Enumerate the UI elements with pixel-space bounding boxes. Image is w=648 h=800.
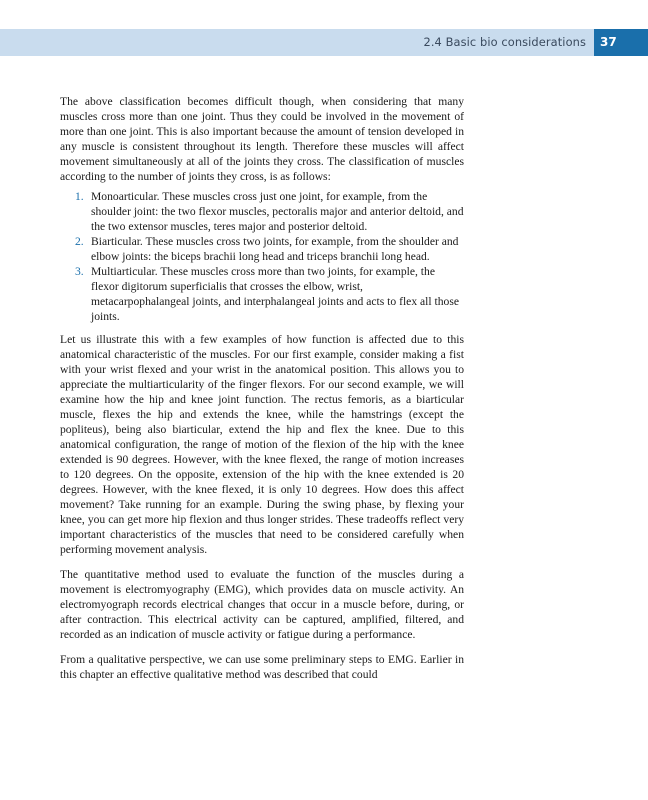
list-item-multiarticular (75, 264, 464, 324)
page-number: 37 (600, 35, 617, 49)
emg-paragraph: The quantitative method used to evaluate the function of the muscles during a movement is electromyography (EMG), which provides data on muscle activity. An electromyograph records electrical changes that occur in a muscle before, during, or after contraction. This electrical activity can be captured, amplified, filtered, and recorded as an indication of muscle activity or fatigue during a performance. (60, 568, 464, 641)
examples-paragraph: Let us illustrate this with a few examples of how function is affected due to this anatomical characteristic of the muscles. For our first example, consider making a fist with your wrist flexed and your wrist in the anatomical position. This allows you to appreciate the multiarticularity of the finger flexors. For our second example, we will examine how the hip and knee joint function. The rectus femoris, as a biarticular muscle, flexes the hip and extends the knee, while the hamstrings (except the popliteus), being also biarticular, extend the hip and flex the knee. Due to this anatomical configuration, the range of motion of the flexion of the hip with the knee extended is 90 degrees. However, with the knee flexed, the range of motion increases to 120 degrees. On the opposite, extension of the hip with the knee extended is 20 degrees. However, with the knee flexed, it is only 10 degrees. How does this affect movement? Take running for an example. During the swing phase, by flexing your knee, you can get more hip flexion and thus longer strides. These tradeoffs reflect very important characteristics of the muscles that need to be considered carefully when performing movement analysis. (60, 333, 464, 556)
qualitative-paragraph: From a qualitative perspective, we can use some preliminary steps to EMG. Earlier in this chapter an effective qualitative method was described that could (60, 653, 464, 681)
list-item-text: Biarticular. These muscles cross two joints, for example, from the shoulder and elbow joints: the biceps brachii long head and triceps branchii long head. (91, 235, 459, 263)
list-number: 1. (75, 190, 84, 203)
list-item-monoarticular (75, 189, 464, 234)
classification-list (60, 189, 464, 324)
section-title: 2.4 Basic bio considerations (423, 35, 586, 49)
list-item-biarticular (75, 234, 464, 264)
intro-paragraph: The above classification becomes difficult though, when considering that many muscles cross more than one joint. Thus they could be involved in the movement of more than one joint. This is also important because the amount of tension developed in any muscle is consistent throughout its length. Therefore these muscles will affect movement simultaneously at all of the joints they cross. The classification of muscles according to the number of joints they cross, is as follows: (60, 95, 464, 183)
list-number: 2. (75, 235, 84, 248)
list-item-text: Multiarticular. These muscles cross more than two joints, for example, the flexor digitorum superficialis that crosses the elbow, wrist, metacarpophalangeal joints, and interphalangeal joints and acts to flex all those joints. (91, 265, 459, 323)
list-item-text: Monoarticular. These muscles cross just one joint, for example, from the shoulder joint: the two flexor muscles, pectoralis major and anterior deltoid, and the two extensor muscles, teres major and posterior deltoid. (91, 190, 464, 233)
body-text (60, 94, 464, 682)
list-number: 3. (75, 265, 84, 278)
